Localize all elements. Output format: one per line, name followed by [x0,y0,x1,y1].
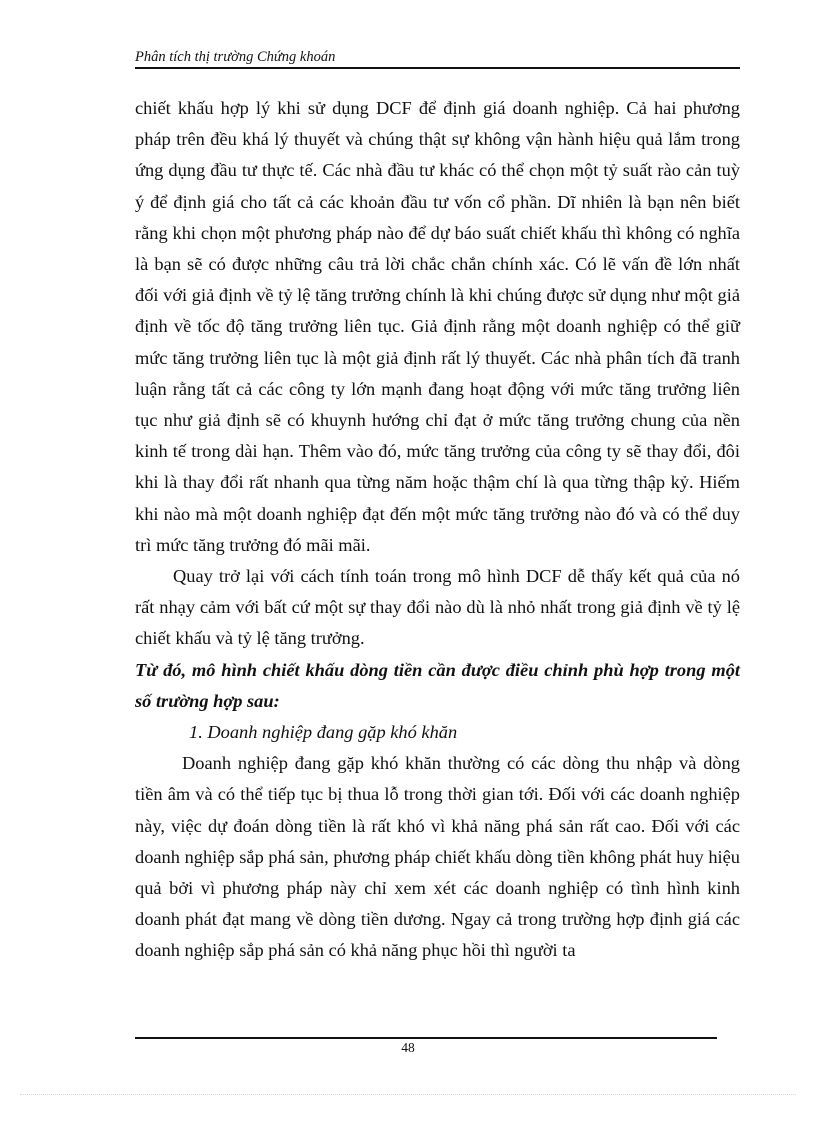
document-body [135,93,740,967]
footer-rule [135,1037,717,1039]
page-number: 48 [401,1040,415,1055]
paragraph-dcf-sensitivity: Quay trở lại với cách tính toán trong mô hình DCF dễ thấy kết quả của nó rất nhạy cảm với bất cứ một sự thay đổi nào dù là nhỏ nhất trong giả định về tỷ lệ chiết khấu và tỷ lệ tăng trưởng. [135,566,740,649]
subsection-heading: 1. Doanh nghiệp đang gặp khó khăn [189,722,458,743]
paragraph-distressed-firms: Doanh nghiệp đang gặp khó khăn thường có các dòng thu nhập và dòng tiền âm và có thể tiếp tục bị thua lỗ trong thời gian tới. Đối với các doanh nghiệp này, việc dự đoán dòng tiền là rất khó vì khả năng phá sản rất cao. Đối với các doanh nghiệp sắp phá sản, phương pháp chiết khấu dòng tiền không phát huy hiệu quả bởi vì phương pháp này chỉ xem xét các doanh nghiệp có tình hình kinh doanh phát đạt mang về dòng tiền dương. Ngay cả trong trường hợp định giá các doanh nghiệp sắp phá sản có khả năng phục hồi thì người ta [135,753,740,961]
paragraph-dcf-assumptions: chiết khấu hợp lý khi sử dụng DCF để định giá doanh nghiệp. Cả hai phương pháp trên đều khá lý thuyết và chúng thật sự không vận hành hiệu quả lắm trong ứng dụng đầu tư thực tế. Các nhà đầu tư khác có thể chọn một tỷ suất rào cản tuỳ ý để định giá cho tất cả các khoản đầu tư vốn cổ phần. Dĩ nhiên là bạn nên biết rằng khi chọn một phương pháp nào để dự báo suất chiết khấu thì không có nghĩa là bạn sẽ có được những câu trả lời chắc chắn chính xác. Có lẽ vấn đề lớn nhất đối với giả định về tỷ lệ tăng trưởng chính là khi chúng được sử dụng như một giả định về tốc độ tăng trưởng liên tục. Giả định rằng một doanh nghiệp có thể giữ mức tăng trưởng liên tục là một giả định rất lý thuyết. Các nhà phân tích đã tranh luận rằng tất cả các công ty lớn mạnh đang hoạt động với mức tăng trưởng liên tục như giả định sẽ có khuynh hướng chỉ đạt ở mức tăng trưởng chung của nền kinh tế trong dài hạn. Thêm vào đó, mức tăng trưởng của công ty sẽ thay đổi, đôi khi là thay đổi rất nhanh qua từng năm hoặc thậm chí là qua từng thập kỷ. Hiếm khi nào mà một doanh nghiệp đạt đến một mức tăng trưởng nào đó và có thể duy trì mức tăng trưởng đó mãi mãi. [135,98,740,555]
header-title: Phân tích thị trường Chứng khoán [135,49,336,65]
page-header [135,47,740,69]
section-heading: Từ đó, mô hình chiết khấu dòng tiền cần được điều chỉnh phù hợp trong một số trường hợp sau: [135,659,740,711]
page-edge-divider [20,1094,796,1095]
